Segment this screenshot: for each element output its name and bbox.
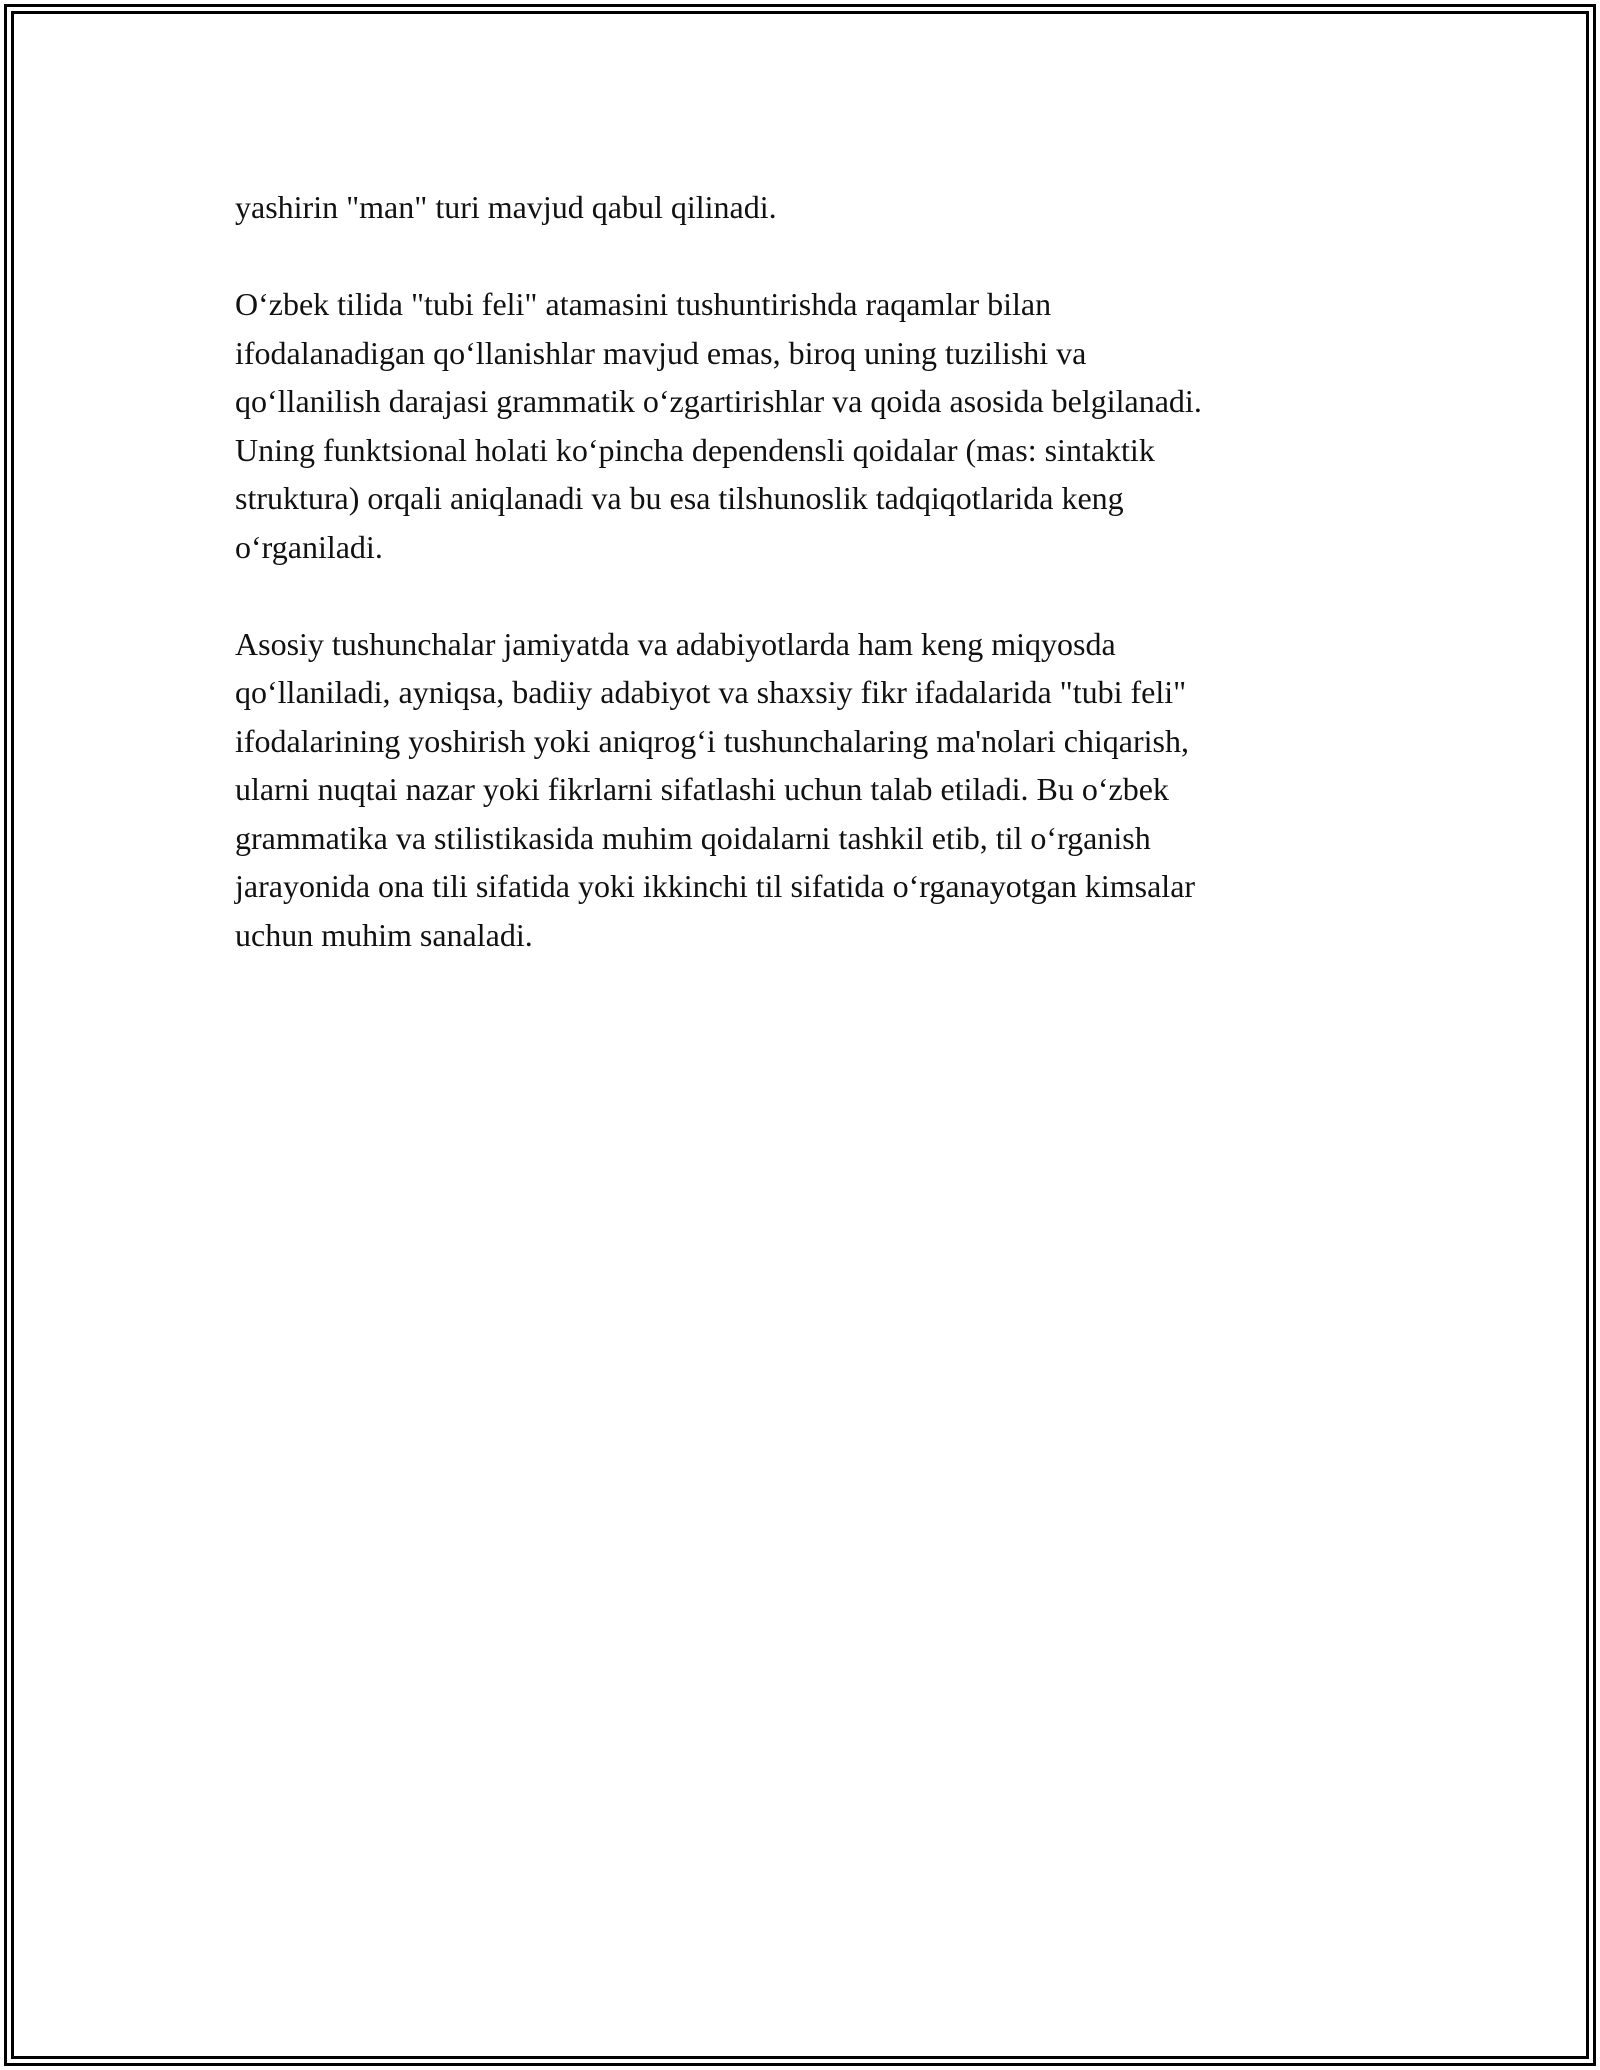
paragraph-3: Asosiy tushunchalar jamiyatda va adabiyotlarda ham keng miqyosda qo‘llaniladi, ayniqsa, badiiy adabiyot va shaxsiy fikr ifadalarida "tubi feli" ifodalarining yoshirish yoki aniqrog‘i tushunchalaring ma'nolari chiqarish, ularni nuqtai nazar yoki fikrlarni sifatlashi uchun talab etiladi. Bu o‘zbek grammatika va stilistikasida muhim qoidalarni tashkil etib, til o‘rganish jarayonida ona tili sifatida yoki ikkinchi til sifatida o‘rganayotgan kimsalar uchun muhim sanaladi. <box>235 625 1196 953</box>
paragraph-2: O‘zbek tilida "tubi feli" atamasini tushuntirishda raqamlar bilan ifodalanadigan qo‘llanishlar mavjud emas, biroq uning tuzilishi va qo‘llanilish darajasi grammatik o‘zgartirishlar va qoida asosida belgilanadi. Uning funktsional holati ko‘pincha dependensli qoidalar (mas: sintaktik struktura) orqali aniqlanadi va bu esa tilshunoslik tadqiqotlarida keng o‘rganiladi. <box>235 286 1202 565</box>
paragraph-1: yashirin "man" turi mavjud qabul qilinadi. <box>235 189 777 225</box>
document-body <box>235 183 1365 1008</box>
